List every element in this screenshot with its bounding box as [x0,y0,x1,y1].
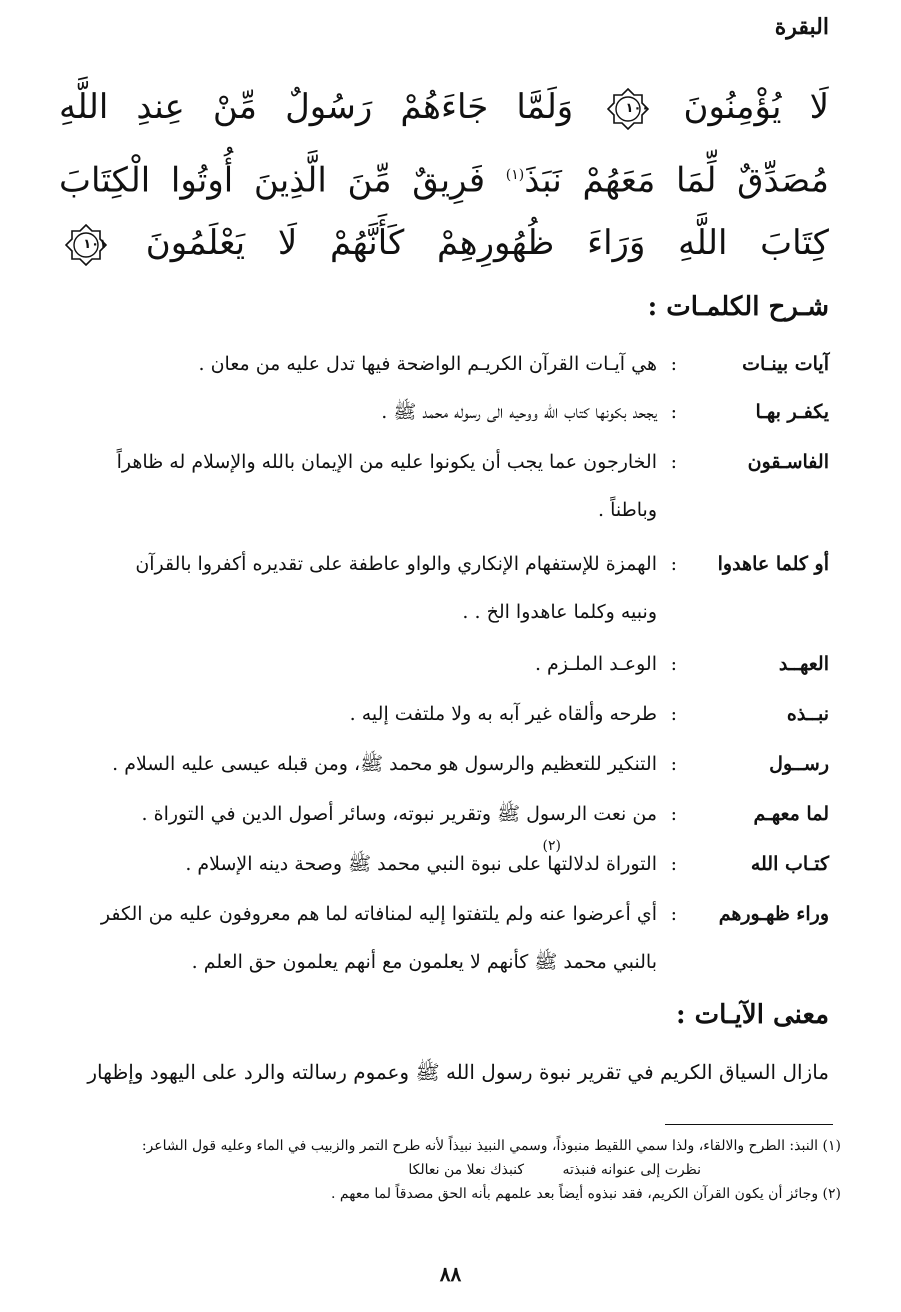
glossary-definition: أي أعرضوا عنه ولم يلتفتوا إليه لمنافاته لما هم معروفون عليه من الكفر [100,903,657,925]
verse-text: كِتَابَ اللَّهِ وَرَاءَ ظُهُورِهِمْ كَأَنَّهُمْ لَا يَعْلَمُونَ [145,223,829,263]
glossary-definition: الهمزة للإستفهام الإنكاري والواو عاطفة على تقديره أكفروا بالقرآن [135,553,657,575]
footnote-ref: (١) [505,167,525,183]
colon: : [670,451,677,473]
colon: : [670,553,677,575]
glossary-item [59,340,829,388]
glossary-item [59,540,829,636]
glossary-definition-continued: وباطناً . [598,499,657,521]
glossary-definition-wrap [59,840,657,888]
glossary-term: نبــذه [786,703,829,725]
footnote-ref: (٢) [542,838,561,854]
glossary-definition: يجحد بكونها كتاب الله ووحيه الى رسوله محمد ﷺ . [381,401,657,423]
colon: : [670,753,677,775]
colon: : [670,903,677,925]
colon: : [670,803,677,825]
ayah-end-ornament-icon [607,88,649,130]
footnote-2: (٢) وجائز أن يكون القرآن الكريم، فقد نبذوه أيضاً بعد علمهم بأنه الحق مصدقاً لما معهم . [331,1186,841,1202]
glossary-definition: من نعت الرسول ﷺ وتقرير نبوته، وسائر أصول الدين في التوراة . [141,803,657,825]
page-number: ٨٨ [439,1262,462,1286]
glossary-definition: التوراة لدلالتها على نبوة النبي محمد ﷺ وصحة دينه الإسلام . [185,853,657,875]
glossary-term: أو كلما عاهدوا [717,553,829,575]
meaning-heading: معنى الآيـات : [676,1000,829,1030]
glossary-term: يكفـر بهـا [755,401,829,423]
glossary-term: رســول [769,753,829,775]
colon: : [670,853,677,875]
glossary-definition: طرحه وألقاه غير آبه به ولا ملتفت إليه . [349,703,657,725]
footnote-verse [61,1158,841,1182]
glossary-term: آيات بينـات [742,353,829,375]
colon: : [670,401,677,423]
footnotes [61,1134,841,1206]
colon: : [670,703,677,725]
glossary-term: وراء ظهـورهم [718,903,829,925]
footnote-1: (١) النبذ: الطرح والالقاء، ولذا سمي اللقيط منبوذاً، وسمي النبيذ نبيذاً لأنه طرح التمر والزبيب في الماء وعليه قول الشاعر: [141,1138,841,1154]
glossary-item [59,790,829,838]
verse-text: وَلَمَّا جَاءَهُمْ رَسُولٌ مِّنْ عِندِ اللَّهِ [59,87,574,127]
glossary-item [59,840,829,888]
ayah-number: ١٠٠ [625,101,650,116]
verse-hemistich-1: نظرت إلى عنوانه فنبذته [562,1162,701,1178]
glossary-definition-continued: بالنبي محمد ﷺ كأنهم لا يعلمون مع أنهم يعلمون حق العلم . [191,951,657,973]
glossary-definition: هي آيـات القرآن الكريـم الواضحة فيها تدل عليه من معان . [198,353,657,375]
glossary-definition-continued: ونبيه وكلما عاهدوا الخ . . [462,601,657,623]
verse-text: فَرِيقٌ مِّنَ الَّذِينَ أُوتُوا الْكِتَابَ [59,160,486,201]
glossary-definition: التنكير للتعظيم والرسول هو محمد ﷺ، ومن قبله عيسى عليه السلام . [112,753,657,775]
glossary-definition: الخارجون عما يجب أن يكونوا عليه من الإيمان بالله والإسلام له ظاهراً [116,451,657,473]
glossary-item [59,640,829,688]
ayah-number: ١٠١ [83,237,107,252]
glossary-heading: شـرح الكلمـات : [647,292,829,322]
footnote-divider [665,1124,833,1125]
glossary-item [59,740,829,788]
glossary-item [59,890,829,986]
quran-line-1 [59,82,829,132]
glossary-term: كتـاب الله [750,853,829,875]
verse-text: مُصَدِّقٌ لِّمَا مَعَهُمْ نَبَذَ [524,160,830,201]
verse-text: لَا يُؤْمِنُونَ [683,87,830,127]
colon: : [670,653,677,675]
verse-hemistich-2: كنبذك نعلا من نعالكا [408,1162,525,1178]
glossary-item [59,690,829,738]
glossary-term: العهــد [778,653,829,675]
glossary-item [59,438,829,534]
surah-title: البقرة [774,14,829,40]
glossary-definition: الوعـد الملـزم . [534,653,657,675]
quran-line-3 [59,218,829,268]
glossary-term: لما معهـم [753,803,829,825]
glossary-item [59,388,829,436]
meaning-text: مازال السياق الكريم في تقرير نبوة رسول الله ﷺ وعموم رسالته والرد على اليهود وإظهار [87,1060,829,1084]
colon: : [670,353,677,375]
quran-line-2 [59,150,829,205]
glossary-term: الفاسـقون [747,451,829,473]
ayah-end-ornament-icon [65,224,107,266]
